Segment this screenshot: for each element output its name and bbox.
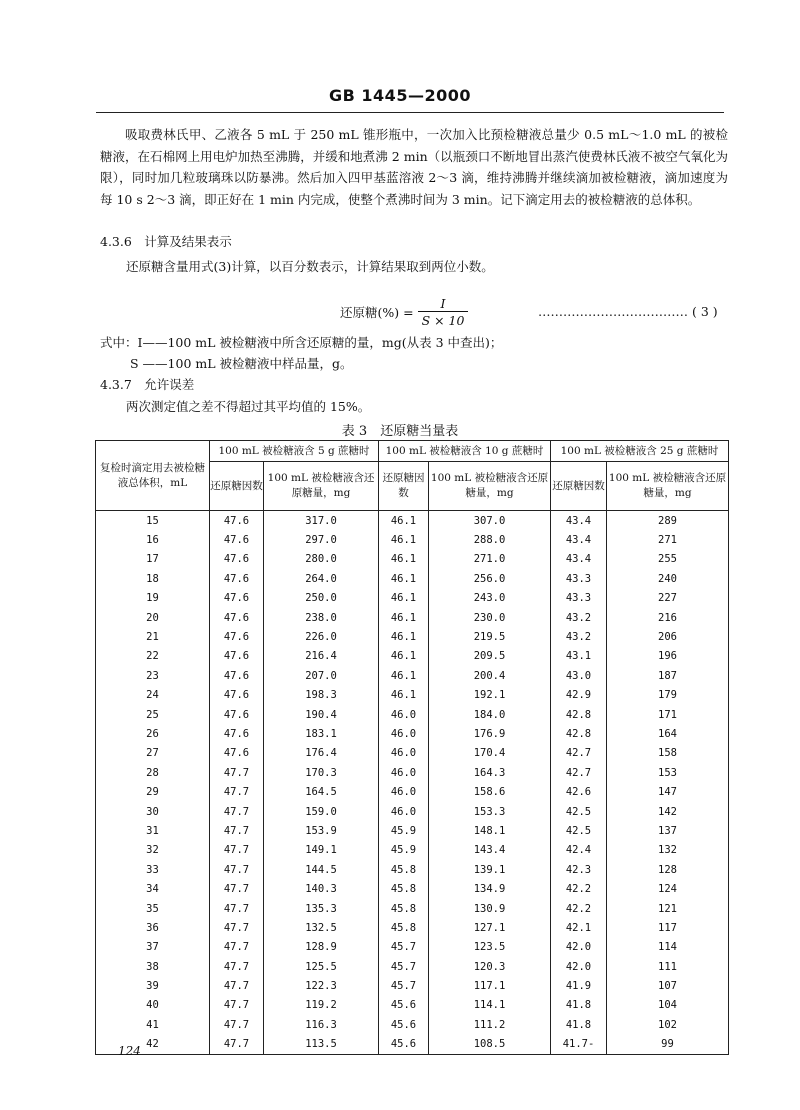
- table-cell: 317.0: [264, 511, 379, 531]
- table-cell: 132: [607, 841, 729, 860]
- table-cell: 158.6: [429, 782, 551, 801]
- table-cell: 42.0: [551, 938, 607, 957]
- table-cell: 42.7: [551, 763, 607, 782]
- table-cell: 209.5: [429, 647, 551, 666]
- section-heading-4-3-6: 4.3.6 计算及结果表示: [100, 234, 232, 249]
- table-cell: 47.7: [210, 976, 264, 995]
- table-cell: 114.1: [429, 996, 551, 1015]
- table-cell: 47.7: [210, 763, 264, 782]
- table-row: [96, 705, 729, 724]
- table-cell: 102: [607, 1015, 729, 1034]
- table-cell: 20: [96, 608, 210, 627]
- table-row: [96, 608, 729, 627]
- table-cell: 297.0: [264, 530, 379, 549]
- table-cell: 35: [96, 899, 210, 918]
- table-row: [96, 744, 729, 763]
- header-rule: [96, 112, 724, 113]
- table-cell: 46.1: [379, 647, 429, 666]
- table-row: [96, 511, 729, 531]
- table-cell: 42.2: [551, 879, 607, 898]
- table-cell: 47.6: [210, 744, 264, 763]
- table-cell: 47.7: [210, 938, 264, 957]
- table-row: [96, 569, 729, 588]
- subheader-amount: 100 mL 被检糖液含还原糖量，mg: [607, 462, 729, 511]
- table-row: [96, 782, 729, 801]
- table-cell: 28: [96, 763, 210, 782]
- table-row: [96, 918, 729, 937]
- paragraph-tolerance: 两次测定值之差不得超过其平均值的 15%。: [126, 399, 371, 414]
- table-caption: 表 3 还原糖当量表: [341, 424, 459, 439]
- table-cell: 104: [607, 996, 729, 1015]
- table-cell: 256.0: [429, 569, 551, 588]
- table-cell: 238.0: [264, 608, 379, 627]
- table-cell: 46.0: [379, 724, 429, 743]
- table-cell: 15: [96, 511, 210, 531]
- table-row: [96, 763, 729, 782]
- table-cell: 42.2: [551, 899, 607, 918]
- table-cell: 45.6: [379, 1015, 429, 1034]
- table-cell: 184.0: [429, 705, 551, 724]
- table-cell: 46.1: [379, 550, 429, 569]
- table-cell: 46.0: [379, 782, 429, 801]
- table-cell: 144.5: [264, 860, 379, 879]
- table-cell: 140.3: [264, 879, 379, 898]
- table-cell: 47.6: [210, 647, 264, 666]
- table-cell: 108.5: [429, 1035, 551, 1055]
- table-cell: 47.7: [210, 879, 264, 898]
- table-cell: 190.4: [264, 705, 379, 724]
- table-cell: 192.1: [429, 686, 551, 705]
- table-cell: 21: [96, 627, 210, 646]
- table-cell: 47.7: [210, 860, 264, 879]
- table-cell: 47.6: [210, 724, 264, 743]
- table-cell: 164.5: [264, 782, 379, 801]
- table-cell: 43.0: [551, 666, 607, 685]
- table-cell: 42.6: [551, 782, 607, 801]
- section-heading-4-3-7: 4.3.7 允许误差: [100, 377, 195, 392]
- table-cell: 139.1: [429, 860, 551, 879]
- table-cell: 42.9: [551, 686, 607, 705]
- table-cell: 47.7: [210, 899, 264, 918]
- table-cell: 45.9: [379, 821, 429, 840]
- table-cell: 113.5: [264, 1035, 379, 1055]
- table-cell: 34: [96, 879, 210, 898]
- table-cell: 176.9: [429, 724, 551, 743]
- table-cell: 47.7: [210, 802, 264, 821]
- table-cell: 43.3: [551, 569, 607, 588]
- table-cell: 120.3: [429, 957, 551, 976]
- table-cell: 159.0: [264, 802, 379, 821]
- table-row: [96, 938, 729, 957]
- table-cell: 40: [96, 996, 210, 1015]
- table-cell: 127.1: [429, 918, 551, 937]
- table-cell: 30: [96, 802, 210, 821]
- table-cell: 137: [607, 821, 729, 840]
- table-cell: 45.7: [379, 938, 429, 957]
- table-cell: 42.1: [551, 918, 607, 937]
- table-row: [96, 550, 729, 569]
- table-row: [96, 627, 729, 646]
- table-cell: 22: [96, 647, 210, 666]
- table-cell: 42.8: [551, 724, 607, 743]
- table-cell: 47.7: [210, 841, 264, 860]
- table-cell: 45.6: [379, 996, 429, 1015]
- table-cell: 289: [607, 511, 729, 531]
- table-cell: 26: [96, 724, 210, 743]
- table-cell: 158: [607, 744, 729, 763]
- table-cell: 25: [96, 705, 210, 724]
- formula-3: [340, 296, 468, 328]
- formula-fraction: [418, 296, 469, 328]
- table-cell: 149.1: [264, 841, 379, 860]
- table-cell: 128: [607, 860, 729, 879]
- table-row: [96, 802, 729, 821]
- table-cell: 45.7: [379, 957, 429, 976]
- table-cell: 187: [607, 666, 729, 685]
- table-cell: 33: [96, 860, 210, 879]
- table-cell: 39: [96, 976, 210, 995]
- table-cell: 250.0: [264, 589, 379, 608]
- table-body: [96, 511, 729, 1055]
- table-row: [96, 860, 729, 879]
- table-cell: 219.5: [429, 627, 551, 646]
- where-definition-s: S ——100 mL 被检糖液中样品量，g。: [130, 356, 353, 371]
- table-cell: 164: [607, 724, 729, 743]
- paragraph-calculation: 还原糖含量用式(3)计算，以百分数表示，计算结果取到两位小数。: [126, 259, 494, 274]
- table-cell: 148.1: [429, 821, 551, 840]
- table-row: [96, 666, 729, 685]
- table-cell: 42.7: [551, 744, 607, 763]
- table-cell: 19: [96, 589, 210, 608]
- table-cell: 227: [607, 589, 729, 608]
- table-cell: 288.0: [429, 530, 551, 549]
- table-cell: 135.3: [264, 899, 379, 918]
- table-cell: 42.0: [551, 957, 607, 976]
- table-cell: 147: [607, 782, 729, 801]
- table-cell: 142: [607, 802, 729, 821]
- table-cell: 243.0: [429, 589, 551, 608]
- table-row: [96, 1015, 729, 1034]
- table-cell: 271.0: [429, 550, 551, 569]
- table-cell: 123.5: [429, 938, 551, 957]
- table-cell: 18: [96, 569, 210, 588]
- table-cell: 153.3: [429, 802, 551, 821]
- column-header-volume: 复检时滴定用去被检糖液总体积，mL: [96, 441, 210, 511]
- subheader-amount: 100 mL 被检糖液含还原糖量，mg: [429, 462, 551, 511]
- table-cell: 207.0: [264, 666, 379, 685]
- table-cell: 47.6: [210, 589, 264, 608]
- table-cell: 23: [96, 666, 210, 685]
- table-cell: 119.2: [264, 996, 379, 1015]
- table-cell: 124: [607, 879, 729, 898]
- table-cell: 47.7: [210, 821, 264, 840]
- table-cell: 47.7: [210, 918, 264, 937]
- table-cell: 170.4: [429, 744, 551, 763]
- table-cell: 17: [96, 550, 210, 569]
- table-row: [96, 724, 729, 743]
- table-row: [96, 996, 729, 1015]
- table-cell: 43.4: [551, 511, 607, 531]
- table-cell: 280.0: [264, 550, 379, 569]
- table-cell: 41: [96, 1015, 210, 1034]
- formula-numerator: I: [440, 296, 446, 311]
- table-cell: 216.4: [264, 647, 379, 666]
- table-cell: 46.0: [379, 802, 429, 821]
- table-row: [96, 976, 729, 995]
- table-cell: 27: [96, 744, 210, 763]
- table-cell: 114: [607, 938, 729, 957]
- table-cell: 179: [607, 686, 729, 705]
- table-cell: 47.6: [210, 705, 264, 724]
- table-cell: 43.4: [551, 530, 607, 549]
- table-cell: 46.1: [379, 511, 429, 531]
- table-cell: 216: [607, 608, 729, 627]
- subheader-factor: 还原糖因数: [379, 462, 429, 511]
- table-cell: 32: [96, 841, 210, 860]
- table-cell: 46.1: [379, 608, 429, 627]
- formula-number: ……………………………… ( 3 ): [538, 304, 718, 319]
- table-cell: 170.3: [264, 763, 379, 782]
- table-row: [96, 530, 729, 549]
- table-cell: 198.3: [264, 686, 379, 705]
- table-cell: 125.5: [264, 957, 379, 976]
- table-cell: 132.5: [264, 918, 379, 937]
- table-cell: 47.6: [210, 550, 264, 569]
- table-row: [96, 841, 729, 860]
- table-cell: 264.0: [264, 569, 379, 588]
- group-header-25g: 100 mL 被检糖液含 25 g 蔗糖时: [551, 441, 729, 462]
- table-cell: 41.7-: [551, 1035, 607, 1055]
- table-cell: 43.3: [551, 589, 607, 608]
- table-cell: 171: [607, 705, 729, 724]
- table-cell: 42.4: [551, 841, 607, 860]
- table-cell: 47.7: [210, 996, 264, 1015]
- table-cell: 43.4: [551, 550, 607, 569]
- table-cell: 46.1: [379, 530, 429, 549]
- table-cell: 47.6: [210, 608, 264, 627]
- table-cell: 240: [607, 569, 729, 588]
- table-cell: 255: [607, 550, 729, 569]
- table-row: [96, 899, 729, 918]
- table-cell: 46.1: [379, 569, 429, 588]
- table-cell: 153: [607, 763, 729, 782]
- table-cell: 130.9: [429, 899, 551, 918]
- reducing-sugar-table: [95, 440, 729, 1055]
- table-cell: 45.8: [379, 860, 429, 879]
- table-row: [96, 1035, 729, 1055]
- table-cell: 47.6: [210, 569, 264, 588]
- table-cell: 116.3: [264, 1015, 379, 1034]
- table-cell: 46.1: [379, 666, 429, 685]
- table-cell: 41.8: [551, 996, 607, 1015]
- table-cell: 143.4: [429, 841, 551, 860]
- table-cell: 46.0: [379, 705, 429, 724]
- table-cell: 42: [96, 1035, 210, 1055]
- document-header: GB 1445—2000: [329, 86, 471, 105]
- table-cell: 47.6: [210, 511, 264, 531]
- table-cell: 45.7: [379, 976, 429, 995]
- table-cell: 42.5: [551, 821, 607, 840]
- table-cell: 271: [607, 530, 729, 549]
- table-cell: 153.9: [264, 821, 379, 840]
- page-number: 124: [118, 1044, 141, 1058]
- table-cell: 122.3: [264, 976, 379, 995]
- table-cell: 31: [96, 821, 210, 840]
- group-header-10g: 100 mL 被检糖液含 10 g 蔗糖时: [379, 441, 551, 462]
- table-cell: 164.3: [429, 763, 551, 782]
- table-cell: 47.6: [210, 666, 264, 685]
- table-cell: 42.8: [551, 705, 607, 724]
- table-cell: 24: [96, 686, 210, 705]
- table-cell: 111.2: [429, 1015, 551, 1034]
- formula-denominator: S × 10: [418, 311, 469, 328]
- table-cell: 47.6: [210, 627, 264, 646]
- table-cell: 43.1: [551, 647, 607, 666]
- table-cell: 134.9: [429, 879, 551, 898]
- table-cell: 230.0: [429, 608, 551, 627]
- table-row: [96, 821, 729, 840]
- table-cell: 42.3: [551, 860, 607, 879]
- subheader-factor: 还原糖因数: [210, 462, 264, 511]
- table-cell: 226.0: [264, 627, 379, 646]
- table-cell: 45.8: [379, 899, 429, 918]
- formula-lhs: 还原糖(%) =: [340, 305, 414, 320]
- subheader-amount: 100 mL 被检糖液含还原糖量，mg: [264, 462, 379, 511]
- table-cell: 43.2: [551, 627, 607, 646]
- table-cell: 45.6: [379, 1035, 429, 1055]
- subheader-factor: 还原糖因数: [551, 462, 607, 511]
- table-cell: 128.9: [264, 938, 379, 957]
- table-cell: 47.7: [210, 1035, 264, 1055]
- table-cell: 45.9: [379, 841, 429, 860]
- paragraph-procedure: 吸取费林氏甲、乙液各 5 mL 于 250 mL 锥形瓶中，一次加入比预检糖液总量少 0.5 mL～1.0 mL 的被检糖液，在石棉网上用电炉加热至沸腾，并缓和地煮沸 2 min（以瓶颈口不断地冒出蒸汽使费林氏液不被空气氧化为限），同时加几粒玻璃珠以防暴沸。然后加入四甲基蓝溶液 2～3 滴，维持沸腾并继续滴加被检糖液，滴加速度为每 10 s 2～3 滴，即正好在 1 min 内完成，使整个煮沸时间为 3 min。记下滴定用去的被检糖液的总体积。: [100, 127, 728, 207]
- table-cell: 38: [96, 957, 210, 976]
- table-row: [96, 647, 729, 666]
- table-row: [96, 957, 729, 976]
- table-cell: 111: [607, 957, 729, 976]
- table-row: [96, 686, 729, 705]
- table-cell: 200.4: [429, 666, 551, 685]
- table-cell: 107: [607, 976, 729, 995]
- table-cell: 41.8: [551, 1015, 607, 1034]
- table-cell: 46.0: [379, 744, 429, 763]
- table-cell: 46.0: [379, 763, 429, 782]
- table-cell: 47.7: [210, 782, 264, 801]
- table-cell: 196: [607, 647, 729, 666]
- where-definition-i: 式中：I——100 mL 被检糖液中所含还原糖的量，mg(从表 3 中查出)；: [100, 335, 503, 350]
- table-cell: 47.7: [210, 1015, 264, 1034]
- table-cell: 42.5: [551, 802, 607, 821]
- table-cell: 99: [607, 1035, 729, 1055]
- table-cell: 46.1: [379, 589, 429, 608]
- table-cell: 45.8: [379, 879, 429, 898]
- table-cell: 117.1: [429, 976, 551, 995]
- group-header-5g: 100 mL 被检糖液含 5 g 蔗糖时: [210, 441, 379, 462]
- table-cell: 45.8: [379, 918, 429, 937]
- table-cell: 16: [96, 530, 210, 549]
- table-cell: 46.1: [379, 627, 429, 646]
- table-cell: 183.1: [264, 724, 379, 743]
- table-cell: 47.6: [210, 530, 264, 549]
- table-cell: 41.9: [551, 976, 607, 995]
- table-cell: 176.4: [264, 744, 379, 763]
- table-row: [96, 879, 729, 898]
- table-row: [96, 589, 729, 608]
- table-cell: 206: [607, 627, 729, 646]
- table-cell: 121: [607, 899, 729, 918]
- table-cell: 47.6: [210, 686, 264, 705]
- table-cell: 307.0: [429, 511, 551, 531]
- table-cell: 29: [96, 782, 210, 801]
- table-cell: 43.2: [551, 608, 607, 627]
- table-cell: 47.7: [210, 957, 264, 976]
- table-cell: 46.1: [379, 686, 429, 705]
- table-cell: 117: [607, 918, 729, 937]
- table-cell: 37: [96, 938, 210, 957]
- table-cell: 36: [96, 918, 210, 937]
